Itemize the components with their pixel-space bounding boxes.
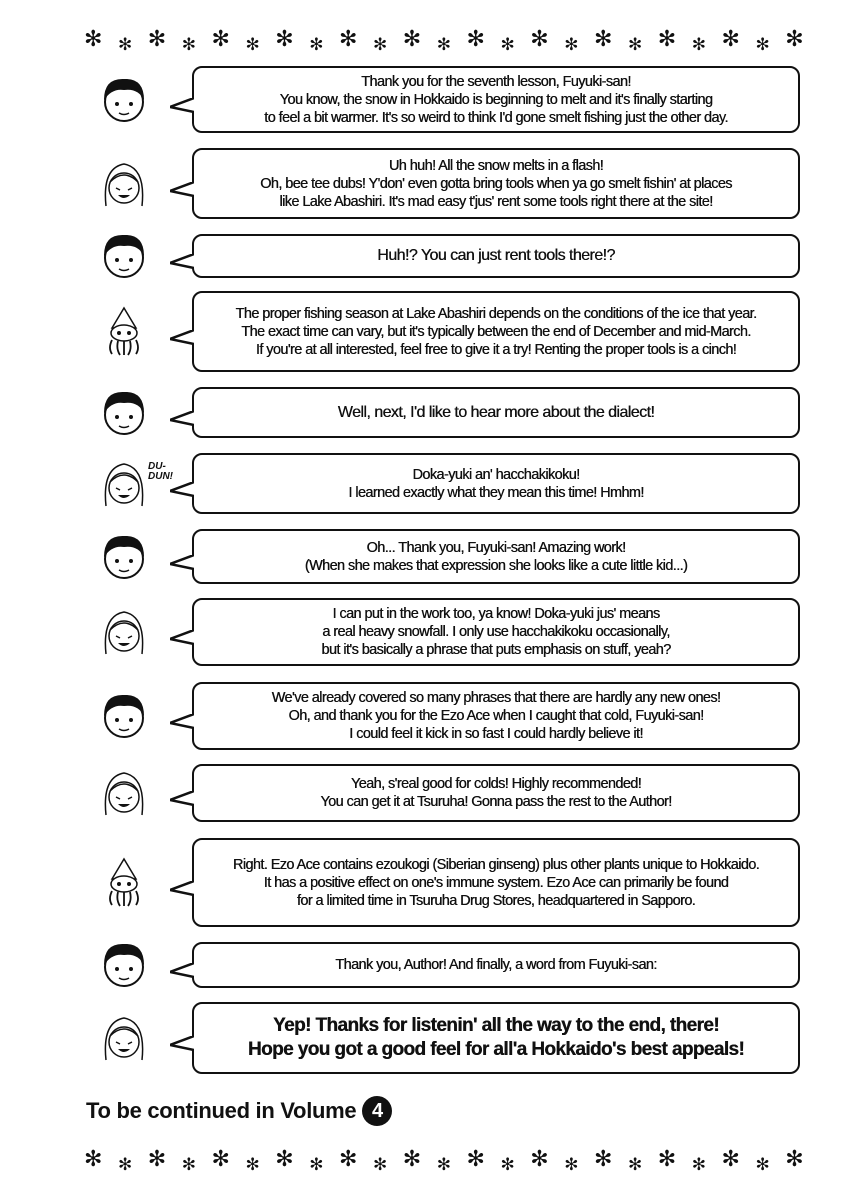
snowflake-border-bottom: [84, 1146, 804, 1174]
snowflake-icon: ✻: [372, 35, 388, 54]
speech-bubble: [192, 942, 800, 988]
snowflake-icon: ✻: [721, 26, 740, 51]
snowflake-icon: ✻: [339, 1146, 358, 1171]
snowflake-icon: ✻: [657, 1146, 677, 1171]
snowflake-icon: ✻: [594, 1146, 613, 1171]
dialogue-row: [90, 453, 800, 514]
snowflake-icon: ✻: [181, 1155, 196, 1174]
snowflake-icon: ✻: [309, 1155, 324, 1174]
boy-avatar-icon: [98, 74, 150, 126]
snowflake-icon: ✻: [530, 26, 549, 51]
speech-bubble: [192, 66, 800, 133]
dialogue-text: Oh... Thank you, Fuyuki-san! Amazing work! (When she makes that expression she looks like a cute little kid...): [304, 539, 688, 574]
snowflake-icon: ✻: [181, 35, 196, 54]
snowflake-icon: ✻: [84, 1146, 103, 1171]
dialogue-text: Yep! Thanks for listenin' all the way to the end, there! Hope you got a good feel for all'a Hokkaido's best appeals!: [247, 1015, 745, 1060]
speech-bubble: [192, 234, 800, 278]
dialogue-text: Yeah, s'real good for colds! Highly recommended! You can get it at Tsuruha! Gonna pass the rest to the Author!: [320, 776, 672, 810]
speech-tail-icon: [170, 254, 194, 272]
speech-tail-icon: [170, 411, 194, 429]
speech-tail-icon: [170, 1036, 194, 1054]
snowflake-icon: ✻: [245, 35, 260, 54]
dialogue-row: [90, 291, 800, 372]
speech-bubble: [192, 529, 800, 584]
snowflake-icon: ✻: [275, 1146, 294, 1171]
snowflake-icon: ✻: [211, 1146, 230, 1171]
snowflake-icon: ✻: [785, 1146, 804, 1171]
to-be-continued: [86, 1096, 392, 1126]
snowflake-icon: ✻: [564, 35, 579, 54]
speech-tail-icon: [170, 791, 194, 809]
snowflake-icon: ✻: [785, 26, 804, 51]
snowflake-icon: ✻: [147, 1146, 167, 1171]
snowflake-icon: ✻: [500, 35, 515, 54]
snowflake-icon: ✻: [627, 35, 643, 54]
speech-tail-icon: [170, 555, 194, 573]
dialogue-text: I can put in the work too, ya know! Doka-yuki jus' means a real heavy snowfall. I only use hacchakikoku occasionally, but it's basically a phrase that puts emphasis on stuff, yeah?: [321, 606, 671, 658]
dialogue-text: Well, next, I'd like to hear more about the dialect!: [337, 403, 655, 421]
snowflake-icon: ✻: [755, 35, 770, 54]
snowflake-icon: ✻: [466, 1146, 485, 1171]
snowflake-icon: ✻: [691, 35, 706, 54]
girl-avatar-icon: [98, 606, 150, 658]
boy-avatar-icon: [98, 690, 150, 742]
speech-bubble: [192, 1002, 800, 1074]
continued-label: To be continued in Volume: [86, 1098, 357, 1123]
dialogue-row: [90, 66, 800, 133]
speech-tail-icon: [170, 630, 194, 648]
dialogue-row: [90, 1002, 800, 1074]
snowflake-icon: ✻: [84, 26, 103, 51]
speech-bubble: [192, 453, 800, 514]
dialogue-text: Right. Ezo Ace contains ezoukogi (Siberian ginseng) plus other plants unique to Hokkaido. It has a positive effect on one's immune system. Ezo Ace can primarily be found for a limited time in Tsuruha Drug Stores, headquartered in Sapporo.: [232, 856, 760, 909]
speech-bubble: [192, 598, 800, 666]
girl-avatar-icon: [98, 158, 150, 210]
snowflake-icon: ✻: [309, 35, 324, 54]
snowflake-icon: ✻: [594, 26, 613, 51]
dialogue-row: [90, 148, 800, 219]
dialogue-row: [90, 234, 800, 278]
speech-tail-icon: [170, 182, 194, 200]
speech-bubble: [192, 291, 800, 372]
snowflake-icon: ✻: [402, 26, 422, 51]
speech-tail-icon: [170, 714, 194, 732]
snowflake-icon: ✻: [372, 1155, 388, 1174]
girl-avatar-icon: [98, 1012, 150, 1064]
snowflake-icon: ✻: [402, 1146, 422, 1171]
snowflake-icon: ✻: [500, 1155, 515, 1174]
dialogue-row: [90, 942, 800, 988]
snowflake-icon: ✻: [245, 1155, 260, 1174]
boy-avatar-icon: [98, 387, 150, 439]
snowflake-icon: ✻: [755, 1155, 770, 1174]
dialogue-row: [90, 838, 800, 927]
snowflake-border-top: [84, 26, 804, 54]
snowflake-icon: ✻: [436, 1155, 451, 1174]
snowflake-icon: ✻: [339, 26, 358, 51]
snowflake-icon: ✻: [436, 35, 451, 54]
snowflake-icon: ✻: [530, 1146, 549, 1171]
speech-tail-icon: [170, 482, 194, 500]
speech-tail-icon: [170, 330, 194, 348]
speech-tail-icon: [170, 963, 194, 981]
dialogue-text: Thank you, Author! And finally, a word from Fuyuki-san:: [335, 957, 657, 973]
sound-effect: DU- DUN!: [148, 460, 173, 482]
dialogue-text: Uh huh! All the snow melts in a flash! Oh, bee tee dubs! Y'don' even gotta bring tools when ya go smelt fishin' at places like Lake Abashiri. It's mad easy t'jus' rent some tools right there at the site!: [260, 157, 732, 210]
dialogue-text: Huh!? You can just rent tools there!?: [377, 247, 615, 264]
dialogue-text: Doka-yuki an' hacchakikoku! I learned exactly what they mean this time! Hmhm!: [348, 466, 644, 501]
boy-avatar-icon: [98, 531, 150, 583]
speech-tail-icon: [170, 881, 194, 899]
snowflake-icon: ✻: [466, 26, 485, 51]
dialogue-row: [90, 529, 800, 584]
snowflake-icon: ✻: [275, 26, 294, 51]
snowflake-icon: ✻: [117, 1155, 133, 1174]
speech-bubble: [192, 682, 800, 750]
speech-bubble: [192, 387, 800, 438]
speech-tail-icon: [170, 98, 194, 116]
dialogue-text: We've already covered so many phrases that there are hardly any new ones! Oh, and thank you for the Ezo Ace when I caught that cold, Fuyuki-san! I could feel it kick in so fast I could hardly believe it!: [271, 690, 721, 742]
snowflake-icon: ✻: [147, 26, 167, 51]
snowflake-icon: ✻: [721, 1146, 740, 1171]
dialogue-text: The proper fishing season at Lake Abashiri depends on the conditions of the ice that year. The exact time can vary, but it's typically between the end of December and mid-March. If you're at all interested, feel free to give it a try! Renting the proper tools is a cinch!: [235, 305, 757, 358]
boy-avatar-icon: [98, 230, 150, 282]
dialogue-row: [90, 598, 800, 666]
speech-bubble: [192, 838, 800, 927]
author-avatar-icon: [98, 857, 150, 909]
snowflake-icon: ✻: [564, 1155, 579, 1174]
dialogue-text: Thank you for the seventh lesson, Fuyuki-san! You know, the snow in Hokkaido is beginning to melt and it's finally starting to feel a bit warmer. It's so weird to think I'd gone smelt fishing just the other day.: [264, 73, 728, 126]
snowflake-icon: ✻: [627, 1155, 643, 1174]
speech-bubble: [192, 148, 800, 219]
dialogue-row: [90, 387, 800, 438]
snowflake-icon: ✻: [117, 35, 133, 54]
volume-number-badge: 4: [362, 1096, 392, 1126]
dialogue-row: [90, 682, 800, 750]
girl-avatar-icon: [98, 458, 150, 510]
snowflake-icon: ✻: [657, 26, 677, 51]
boy-avatar-icon: [98, 939, 150, 991]
speech-bubble: [192, 764, 800, 822]
girl-avatar-icon: [98, 767, 150, 819]
dialogue-row: [90, 764, 800, 822]
snowflake-icon: ✻: [691, 1155, 706, 1174]
snowflake-icon: ✻: [211, 26, 230, 51]
author-avatar-icon: [98, 306, 150, 358]
